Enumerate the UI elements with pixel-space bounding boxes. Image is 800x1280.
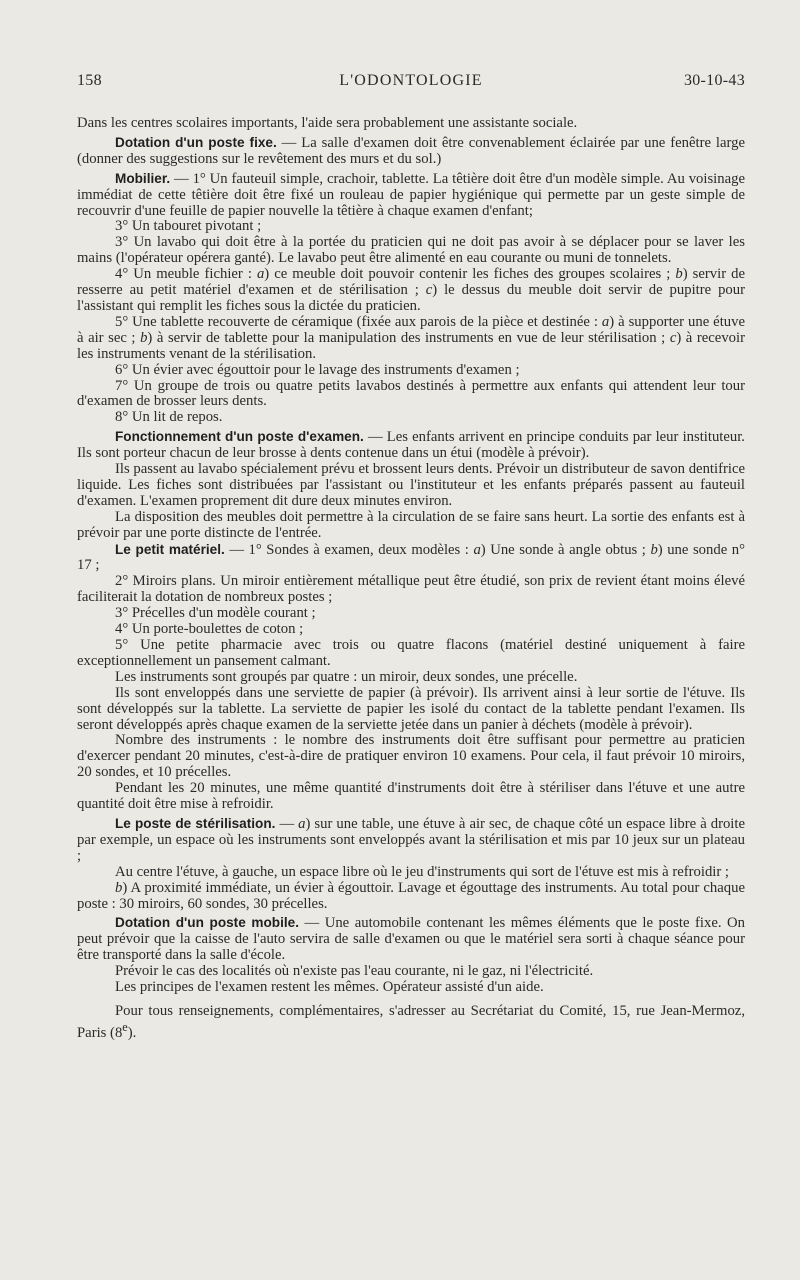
paragraph-text: ). — [127, 1024, 137, 1041]
paragraph-text: 5° Une tablette recouverte de céramique (fixée aux parois de la pièce et destinée : — [115, 313, 602, 330]
paragraph-text: Les principes de l'examen restent les mêmes. Opérateur assisté d'un aide. — [115, 979, 544, 996]
section-heading: Le petit matériel. — [115, 541, 225, 557]
paragraph — [77, 915, 745, 964]
paragraph — [77, 733, 745, 781]
paragraph-text: 4° Un meuble fichier : — [115, 266, 257, 283]
paragraph-text: ) A proximité immédiate, un évier à égouttoir. Lavage et égouttage des instruments. Au total pour chaque poste : 30 miroirs, 60 sondes, 30 précelles. — [77, 879, 745, 912]
paragraph — [77, 219, 745, 235]
superscript: e — [122, 1019, 128, 1034]
item-letter: c — [425, 282, 433, 299]
paragraph — [77, 410, 745, 426]
paragraph-text: Dans les centres scolaires importants, l'aide sera probablement une assistante sociale. — [77, 115, 578, 131]
paragraph-text: Pour tous renseignements, complémentaires, s'adresser au Secrétariat du Comité, 15, rue Jean-Mermoz, Paris (8 — [77, 1002, 745, 1041]
item-letter: a — [601, 313, 610, 330]
paragraph-text: Nombre des instruments : le nombre des instruments doit être suffisant pour permettre au praticien d'exercer pendant 20 minutes, c'est-à-dire de pratiquer environ 10 examens. Pour cela, il faut prévoir 10 miroirs, 20 sondes, et 10 précelles. — [77, 732, 745, 781]
paragraph-text: — Une automobile contenant les mêmes éléments que le poste fixe. On peut prévoir que la caisse de l'auto servira de salle d'examen ou que le matériel sera sorti à chaque séance pour être transporté dans la salle d'école. — [77, 915, 746, 964]
paragraph — [77, 429, 745, 462]
paragraph-text: 4° Un porte-boulettes de coton ; — [115, 621, 304, 638]
item-letter: b — [140, 329, 148, 346]
paragraph-text: 3° Un lavabo qui doit être à la portée du praticien qui ne doit pas avoir à se déplacer pour se laver les mains (l'opérateur opérera ganté). Le lavabo peut être alimenté en eau courante ou muni de tonnelets. — [77, 234, 745, 267]
paragraph-text: — 1° Sondes à examen, deux modèles : — [224, 541, 474, 558]
paragraph-text: 6° Un évier avec égouttoir pour le lavage des instruments d'examen ; — [115, 361, 520, 378]
article-body — [77, 116, 745, 1042]
paragraph-text: ) ce meuble doit pouvoir contenir les fiches des groupes scolaires ; — [264, 266, 676, 283]
paragraph — [77, 542, 745, 575]
paragraph — [77, 781, 745, 813]
paragraph — [77, 171, 745, 220]
item-letter: b — [650, 541, 658, 558]
paragraph — [77, 622, 745, 638]
paragraph — [77, 462, 745, 510]
section-heading: Le poste de stérilisation. — [115, 815, 276, 831]
paragraph — [77, 267, 745, 315]
section-heading: Fonctionnement d'un poste d'examen. — [115, 429, 364, 445]
paragraph — [77, 574, 745, 606]
paragraph-text: 3° Un tabouret pivotant ; — [115, 218, 262, 235]
paragraph-text: ) à supporter une étuve à air sec ; — [77, 313, 745, 346]
paragraph-text: 3° Précelles d'un modèle courant ; — [115, 605, 316, 622]
paragraph — [77, 964, 745, 980]
paragraph-text: Pendant les 20 minutes, une même quantité d'instruments doit être à stériliser dans l'étuve et une autre quantité doit être mise à refroidir. — [77, 780, 745, 813]
paragraph — [77, 606, 745, 622]
paragraph-text: ) à servir de tablette pour la manipulation des instruments en vue de leur stérilisation ; — [147, 329, 670, 346]
journal-title: L'ODONTOLOGIE — [339, 72, 483, 89]
paragraph — [77, 980, 745, 996]
issue-date: 30-10-43 — [683, 72, 745, 89]
paragraph-text: Les instruments sont groupés par quatre : un miroir, deux sondes, une précelle. — [115, 668, 578, 685]
paragraph — [77, 116, 745, 132]
paragraph-text: 5° Une petite pharmacie avec trois ou quatre flacons (matériel destiné uniquement à faire exceptionnellement un pansement calmant. — [77, 637, 745, 669]
paragraph — [77, 1004, 745, 1042]
section-heading: Mobilier. — [115, 170, 171, 186]
paragraph-text: 7° Un groupe de trois ou quatre petits lavabos destinés à permettre aux enfants qui attendent leur tour d'examen de brosser leurs dents. — [77, 377, 745, 410]
paragraph-text: — Les enfants arrivent en principe conduits par leur instituteur. Ils sont porteur chacun de leur brosse à dents contenue dans un étui (modèle à prévoir). — [77, 429, 745, 462]
item-letter: c — [669, 329, 677, 346]
paragraph — [77, 865, 745, 881]
paragraph — [77, 816, 745, 865]
paragraph-text: ) servir de resserre au petit matériel d'examen et de stérilisation ; — [77, 266, 745, 299]
paragraph — [77, 135, 745, 168]
paragraph — [77, 881, 745, 913]
item-letter: b — [675, 266, 683, 283]
paragraph-text: La disposition des meubles doit permettre à la circulation de se faire sans heurt. La sortie des enfants est à prévoir par une porte distincte de l'entrée. — [77, 508, 745, 541]
paragraph-text: ) sur une table, une étuve à air sec, de chaque côté un espace libre à droite par exemple, un espace où les instruments sont enveloppés avant la stérilisation et mis par 10 jeux sur un plateau ; — [77, 815, 745, 864]
page-number: 158 — [77, 72, 102, 89]
paragraph-text: Au centre l'étuve, à gauche, un espace libre où le jeu d'instruments qui sort de l'étuve est mis à refroidir ; — [115, 863, 730, 880]
paragraph-text: — 1° Un fauteuil simple, crachoir, tablette. La têtière doit être d'un modèle simple. Au voisinage immédiat de cette têtière doit être fixé un rouleau de papier hygiénique qui permette par un geste simple de recouvrir d'une feuille de papier nouvelle la têtière à chaque examen d'enfant; — [77, 170, 745, 219]
paragraph-text: ) une sonde n° 17 ; — [77, 541, 745, 574]
paragraph — [77, 379, 745, 411]
item-letter: a — [256, 266, 265, 283]
paragraph-text: — La salle d'examen doit être convenablement éclairée par une fenêtre large (donner des suggestions sur le revêtement des murs et du sol.) — [77, 134, 745, 167]
item-letter: b — [115, 879, 123, 896]
item-letter: a — [298, 815, 306, 832]
paragraph — [77, 686, 745, 734]
paragraph — [77, 670, 745, 686]
paragraph-text: 8° Un lit de repos. — [115, 409, 223, 426]
paragraph-text: ) le dessus du meuble doit servir de pupitre pour l'assistant qui remplit les fiches sous la dictée du praticien. — [77, 282, 745, 314]
paragraph-text: Ils sont enveloppés dans une serviette de papier (à prévoir). Ils arrivent ainsi à leur sortie de l'étuve. Ils sont développés sur la tablette. La serviette de papier les isolé du contact de la tablette pendant l'examen. Ils seront développés après chaque examen de la serviette jetée dans un panier à déchets (modèle à prévoir). — [77, 684, 745, 733]
section-heading: Dotation d'un poste fixe. — [115, 134, 277, 150]
paragraph-text: ) à recevoir les instruments venant de la stérilisation. — [77, 329, 745, 362]
paragraph — [77, 235, 745, 267]
paragraph-text: — — [275, 815, 299, 832]
paragraph — [77, 638, 745, 670]
paragraph-text: Ils passent au lavabo spécialement prévu et brossent leurs dents. Prévoir un distributeur de savon dentifrice liquide. Les fiches sont distribuées par l'assistant ou l'instituteur et les enfants préparés passent au fauteuil d'examen. L'examen proprement dit dure deux minutes environ. — [77, 461, 745, 509]
section-heading: Dotation d'un poste mobile. — [115, 915, 299, 931]
paragraph — [77, 510, 745, 542]
paragraph — [77, 363, 745, 379]
paragraph — [77, 315, 745, 363]
paragraph-text: Prévoir le cas des localités où n'existe pas l'eau courante, ni le gaz, ni l'électricité. — [115, 963, 594, 980]
item-letter: a — [473, 541, 481, 558]
paragraph-text: ) Une sonde à angle obtus ; — [480, 541, 651, 558]
paragraph-text: 2° Miroirs plans. Un miroir entièrement métallique peut être étudié, son prix de revient étant moins élevé faciliterait la dotation de nombreux postes ; — [77, 573, 745, 606]
